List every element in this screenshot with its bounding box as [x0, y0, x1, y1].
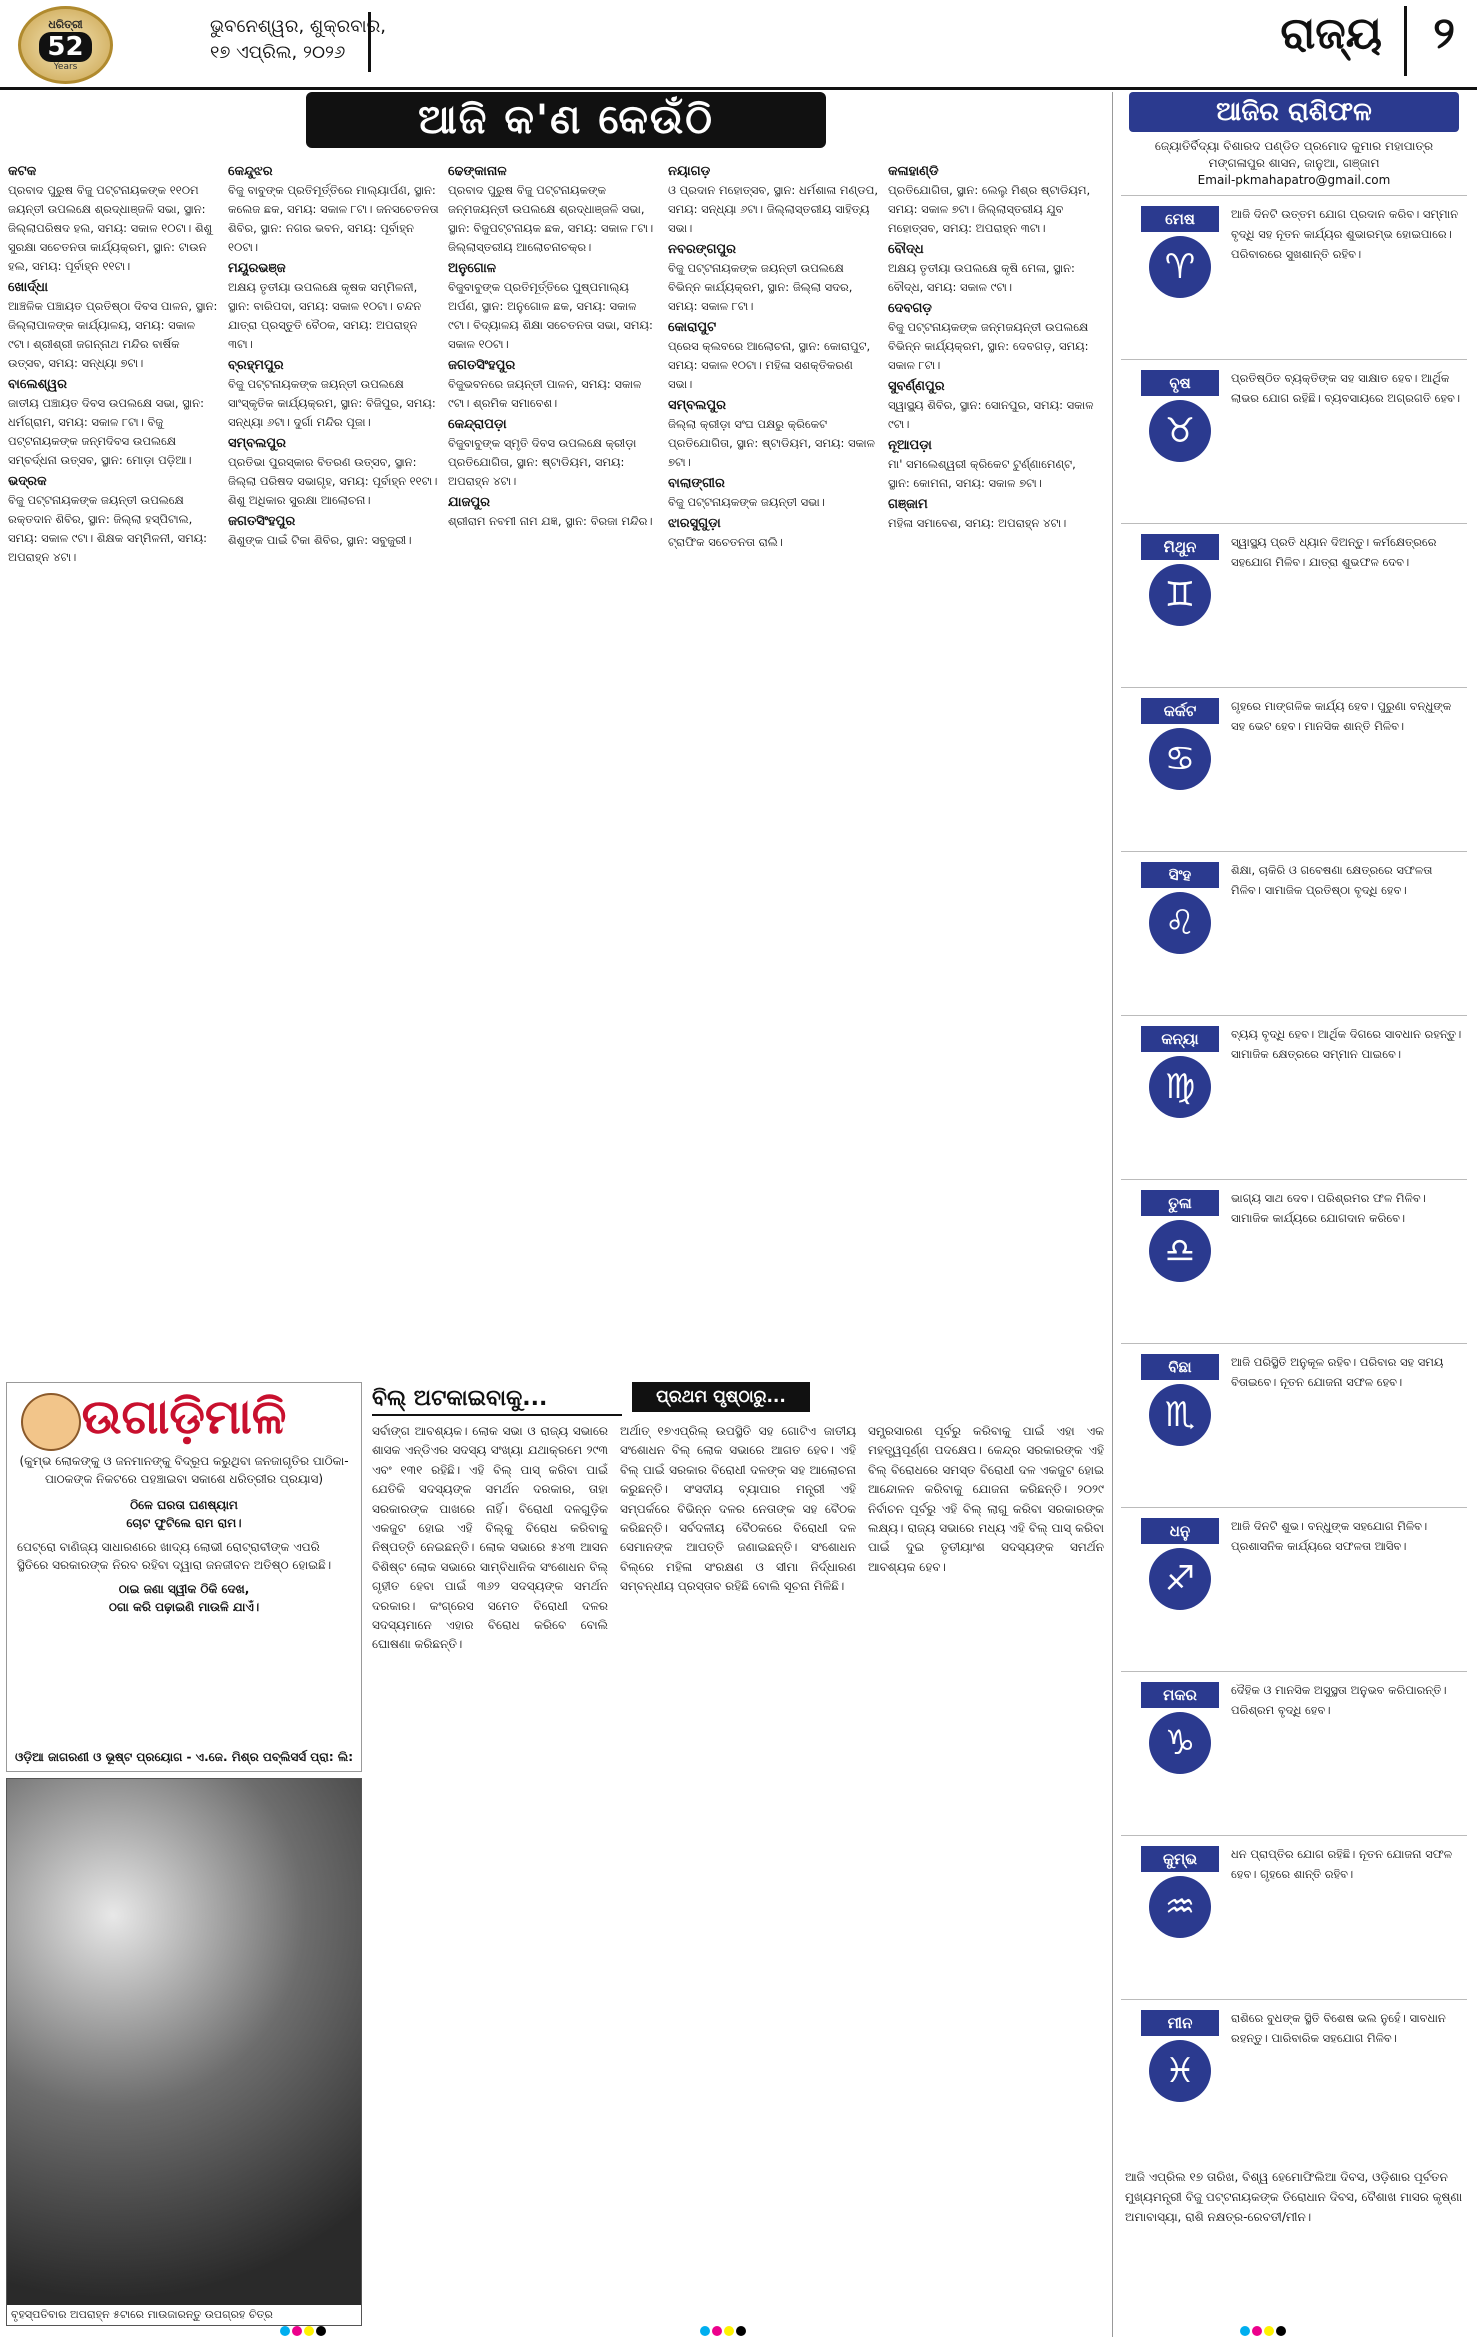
horoscope-sign [1121, 851, 1467, 1009]
agenda-district-name: କଳାହାଣ୍ଡି [888, 164, 939, 179]
agenda-event-text: ଜିଲ୍ଲା କ୍ରୀଡ଼ା ସଂଘ ପକ୍ଷରୁ କ୍ରିକେଟ ପ୍ରତିଯୋଗିତା, ସ୍ଥାନ: ଷ୍ଟାଡିୟମ, ସମୟ: ସକାଳ ୭ଟା। [668, 417, 875, 469]
sign-prediction-text: ଭାଗ୍ୟ ସାଥ ଦେବ। ପରିଶ୍ରମର ଫଳ ମିଳିବ। ସାମାଜିକ କାର୍ଯ୍ୟରେ ଯୋଗଦାନ କରିବେ। [1231, 1191, 1426, 1225]
agenda-column [448, 160, 660, 1370]
agenda-district-name: କେନ୍ଦ୍ରାପଡ଼ା [448, 417, 507, 432]
sign-name-label: ମୀନ [1141, 2010, 1219, 2036]
sign-prediction-text: ଦୈହିକ ଓ ମାନସିକ ଅସୁସ୍ଥତା ଅନୁଭବ କରିପାରନ୍ତି। ପରିଶ୍ରମ ବୃଦ୍ଧି ହେବ। [1231, 1683, 1447, 1717]
satellite-caption: ବୃହସ୍ପତିବାର ଅପରାହ୍ନ ୫ଟାରେ ମାଉଜାରନ୍ତୁ ଉପଗ୍ରହ ଚିତ୍ର [7, 2305, 361, 2325]
article-column: ସର୍ବାଙ୍ଗ ଆବଶ୍ୟକ। ଲୋକ ସଭା ଓ ରାଜ୍ୟ ସଭାରେ ଶାସକ ଏନ୍‌ଡିଏର ସଦସ୍ୟ ସଂଖ୍ୟା ଯଥାକ୍ରମେ ୨୯୩ ଏବଂ ୧୩୧ ରହିଛି। ଏହି ବିଲ୍ ପାସ୍ କରିବା ପାଇଁ ଯେତିକି ସଦସ୍ୟଙ୍କ ସମର୍ଥନ ଦରକାର, ତାହା ସରକାରଙ୍କ ପାଖରେ ନାହିଁ। ବିରୋଧୀ ଦଳଗୁଡ଼ିକ ଏକଜୁଟ ହୋଇ ଏହି ବିଲ୍‌କୁ ବିରୋଧ କରିବାକୁ ନିଷ୍ପତ୍ତି ନେଇଛନ୍ତି। ଲୋକ ସଭାରେ ୫୪୩ ଆସନ ବିଶିଷ୍ଟ ଲୋକ ସଭାରେ ସାମ୍ବିଧାନିକ ସଂଶୋଧନ ବିଲ୍ ଗୃହୀତ ହେବା ପାଇଁ ୩୬୨ ସଦସ୍ୟଙ୍କ ସମର୍ଥନ ଦରକାର। କଂଗ୍ରେସ ସମେତ ବିରୋଧୀ ଦଳର ସଦସ୍ୟମାନେ ଏହାର ବିରୋଧ କରିବେ ବୋଲି ଘୋଷଣା କରିଛନ୍ତି। [372, 1424, 608, 1652]
ugadimali-headline: ଚୋଟ ଫୁଟିଲେ ରାମ ରାମ। [126, 1516, 242, 1530]
horoscope-sign [1121, 195, 1467, 353]
continued-from-front-tag: ପ୍ରଥମ ପୃଷ୍ଠାରୁ... [632, 1382, 810, 1412]
sign-prediction-text: ବ୍ୟୟ ବୃଦ୍ଧି ହେବ। ଆର୍ଥିକ ଦିଗରେ ସାବଧାନ ରହନ୍ତୁ। ସାମାଜିକ କ୍ଷେତ୍ରରେ ସମ୍ମାନ ପାଇବେ। [1231, 1027, 1462, 1061]
sign-prediction-text: ଆଜି ଦିନଟି ଶୁଭ। ବନ୍ଧୁଙ୍କ ସହଯୋଗ ମିଳିବ। ପ୍ରଶାସନିକ କାର୍ଯ୍ୟରେ ସଫଳତା ଆସିବ। [1231, 1519, 1428, 1553]
agenda-district-name: କେନ୍ଦୁଝର [228, 164, 273, 179]
sign-name-label: ବୃଷ [1141, 370, 1219, 396]
horoscope-sign [1121, 1015, 1467, 1173]
horoscope-sign [1121, 687, 1467, 845]
page-number: ୨ [1433, 8, 1455, 59]
agenda-event-text: ମା' ସମଲେଶ୍ୱରୀ କ୍ରିକେଟ ଟୁର୍ଣ୍ଣାମେଣ୍ଟ, ସ୍ଥାନ: କୋମନା, ସମୟ: ସକାଳ ୭ଟା। [888, 457, 1076, 490]
ugadimali-headline: ଠାଇ ଜଣା ସ୍ୱୀକ ଠିକି ଦେଖ, [118, 1582, 250, 1596]
sign-name-label: କର୍କଟ [1141, 698, 1219, 724]
zodiac-sign-icon: ♌ [1149, 892, 1211, 954]
agenda-district-name: ସୁବର୍ଣ୍ଣପୁର [888, 379, 945, 394]
zodiac-sign-icon: ♋ [1149, 728, 1211, 790]
agenda-event-text: ମହିଳା ସମାବେଶ, ସମୟ: ଅପରାହ୍ନ ୪ଟା। [888, 516, 1067, 530]
dateline-place-day: ଭୁବନେଶ୍ୱର, ଶୁକ୍ରବାର, [210, 16, 387, 37]
ugadimali-body: ପେଟ୍ରୋ ବାଣିଜ୍ୟ ସାଧାରଣରେ ଖାଦ୍ୟ ଲୋଭୀ ରୋଟ୍ରାବୀଙ୍କ ଏପରି ସ୍ଥିତିରେ ସରକାରଙ୍କ ନିରବ ରହିବା ଦ୍ୱାରା ଜନଜୀବନ ଅତିଷ୍ଠ ହୋଇଛି। [17, 1540, 332, 1572]
agenda-event-text: ବିଜୁଭବନରେ ଜୟନ୍ତୀ ପାଳନ, ସମୟ: ସକାଳ ୯ଟା। ଶ୍ରମିକ ସମାବେଶ। [448, 377, 642, 410]
agenda-district-name: ଅନୁଗୋଳ [448, 261, 497, 276]
agenda-event-text: ପ୍ରବାଦ ପୁରୁଷ ବିଜୁ ପଟ୍ଟନାୟକଙ୍କ ୧୧୦ମ ଜୟନ୍ତୀ ଉପଲକ୍ଷେ ଶ୍ରଦ୍ଧାଞ୍ଜଳି ସଭା, ସ୍ଥାନ: ଜିଲ୍ଲାପରିଷଦ ହଲ, ସମୟ: ସକାଳ ୧୦ଟା। ଶିଶୁ ସୁରକ୍ଷା ସଚେତନତା କାର୍ଯ୍ୟକ୍ରମ, ସ୍ଥାନ: ଟାଉନ ହଲ, ସମୟ: ପୂର୍ବାହ୍ନ ୧୧ଟା। [8, 183, 213, 273]
panjika-text: ଆଜି ଏପ୍ରିଲ ୧୭ ତାରିଖ, ବିଶ୍ୱ ହେମୋଫିଲିଆ ଦିବସ, ଓଡ଼ିଶାର ପୂର୍ବତନ ମୁଖ୍ୟମନ୍ତ୍ରୀ ବିଜୁ ପଟ୍ଟନାୟକଙ୍କ ତିରୋଧାନ ଦିବସ, ବୈଶାଖ ମାସର କୃଷ୍ଣା ଅମାବାସ୍ୟା, ରାଶି ନକ୍ଷତ୍ର-ରେବତୀ/ମୀନ। [1125, 2170, 1463, 2224]
agenda-event-text: ଜାତୀୟ ପଞ୍ଚାୟତ ଦିବସ ଉପଲକ୍ଷେ ସଭା, ସ୍ଥାନ: ଧର୍ମଗ୍ରାମ, ସମୟ: ସକାଳ ୮ଟା। ବିଜୁ ପଟ୍ଟନାୟକଙ୍କ ଜନ୍ମଦିବସ ଉପଲକ୍ଷେ ସମ୍ବର୍ଦ୍ଧନା ଉତ୍ସବ, ସ୍ଥାନ: ମୋଡ଼ା ପଡ଼ିଆ। [8, 396, 204, 467]
agenda-event-text: ପ୍ରତିଭା ପୁରସ୍କାର ବିତରଣ ଉତ୍ସବ, ସ୍ଥାନ: ଜିଲ୍ଲା ପରିଷଦ ସଭାଗୃହ, ସମୟ: ପୂର୍ବାହ୍ନ ୧୧ଟା। ଶିଶୁ ଅଧିକାର ସୁରକ୍ଷା ଆଲୋଚନା। [228, 455, 438, 507]
agenda-event-text: ବିଜୁ ପଟ୍ଟନାୟକଙ୍କ ଜୟନ୍ତୀ ସଭା। [668, 495, 825, 509]
agenda-event-text: ବିଜୁ ପଟ୍ଟନାୟକଙ୍କ ଜୟନ୍ତୀ ଉପଲକ୍ଷେ ସାଂସ୍କୃତିକ କାର୍ଯ୍ୟକ୍ରମ, ସ୍ଥାନ: ବିଜିପୁର, ସମୟ: ସନ୍ଧ୍ୟା ୬ଟା। ଦୁର୍ଗା ମନ୍ଦିର ପୂଜା। [228, 377, 436, 429]
agenda-district-name: ଝାରସୁଗୁଡ଼ା [668, 516, 721, 531]
registration-marks [700, 2326, 760, 2338]
sign-prediction-text: ଆଜି ଦିନଟି ଉତ୍ତମ ଯୋଗ ପ୍ରଦାନ କରିବ। ସମ୍ମାନ ବୃଦ୍ଧି ସହ ନୂତନ କାର୍ଯ୍ୟର ଶୁଭାରମ୍ଭ ହୋଇପାରେ। ପରିବାରରେ ସୁଖଶାନ୍ତି ରହିବ। [1231, 207, 1459, 261]
agenda-event-text: ପ୍ରତିଯୋଗିତା, ସ୍ଥାନ: ଲେଲୁ ମିଶ୍ର ଷ୍ଟାଡିୟମ, ସମୟ: ସକାଳ ୭ଟା। ଜିଲ୍ଲାସ୍ତରୀୟ ଯୁବ ମହୋତ୍ସବ, ସମୟ: ଅପରାହ୍ନ ୩ଟା। [888, 183, 1091, 235]
zodiac-sign-icon: ♎ [1149, 1220, 1211, 1282]
agenda-event-text: ବିଜୁବାବୁଙ୍କ ସ୍ମୃତି ଦିବସ ଉପଲକ୍ଷେ କ୍ରୀଡ଼ା ପ୍ରତିଯୋଗିତା, ସ୍ଥାନ: ଷ୍ଟାଡିୟମ, ସମୟ: ଅପରାହ୍ନ ୪ଟା। [448, 436, 637, 488]
horoscope-sign [1121, 1507, 1467, 1665]
agenda-district-name: ଢେଙ୍କାନାଳ [448, 164, 507, 179]
horoscope-signs-list [1121, 195, 1467, 2157]
sign-name-label: ମିଥୁନ [1141, 534, 1219, 560]
zodiac-sign-icon: ♊ [1149, 564, 1211, 626]
agenda-district-name: ସମ୍ବଲପୁର [228, 436, 286, 451]
agenda-district-name: କଟକ [8, 164, 37, 179]
dateline-date: ୧୭ ଏପ୍ରିଲ, ୨୦୨୬ [210, 42, 346, 63]
agenda-district-name: ମୟୂରଭଞ୍ଜ [228, 261, 286, 276]
sign-prediction-text: ଗୃହରେ ମାଙ୍ଗଳିକ କାର୍ଯ୍ୟ ହେବ। ପୁରୁଣା ବନ୍ଧୁଙ୍କ ସହ ଭେଟ ହେବ। ମାନସିକ ଶାନ୍ତି ମିଳିବ। [1231, 699, 1452, 733]
agenda-event-text: ଅକ୍ଷୟ ତୃତୀୟା ଉପଲକ୍ଷେ କୃଷକ ସମ୍ମିଳନୀ, ସ୍ଥାନ: ବାରିପଦା, ସମୟ: ସକାଳ ୧୦ଟା। ଚନ୍ଦନ ଯାତ୍ରା ପ୍ରସ୍ତୁତି ବୈଠକ, ସମୟ: ଅପରାହ୍ନ ୩ଟା। [228, 280, 422, 351]
newspaper-logo[interactable] [18, 6, 113, 84]
horoscope-sign [1121, 1179, 1467, 1337]
agenda-event-text: ପ୍ରେସ କ୍ଲବରେ ଆଲୋଚନା, ସ୍ଥାନ: କୋରାପୁଟ, ସମୟ: ସକାଳ ୧୦ଟା। ମହିଳା ସଶକ୍ତିକରଣ ସଭା। [668, 339, 871, 391]
zodiac-sign-icon: ♓ [1149, 2040, 1211, 2102]
logo-years-label: Years [53, 62, 78, 72]
agenda-district-name: ଖୋର୍ଦ୍ଧା [8, 280, 48, 295]
agenda-column [888, 160, 1100, 1370]
agenda-event-text: ବିଜୁବାବୁଙ୍କ ପ୍ରତିମୂର୍ତ୍ତିରେ ପୁଷ୍ପମାଲ୍ୟ ଅର୍ପଣ, ସ୍ଥାନ: ଅନୁଗୋଳ ଛକ, ସମୟ: ସକାଳ ୯ଟା। ବିଦ୍ୟାଳୟ ଶିକ୍ଷା ସଚେତନତା ସଭା, ସମୟ: ସକାଳ ୧୦ଟା। [448, 280, 653, 351]
zodiac-sign-icon: ♈ [1149, 236, 1211, 298]
agenda-column [228, 160, 440, 1370]
horoscope-author [1121, 138, 1467, 189]
article-body [372, 1422, 1104, 2327]
agenda-district-name: ନବରଙ୍ଗପୁର [668, 242, 737, 257]
agenda-district-name: ନୟାଗଡ଼ [668, 164, 711, 179]
logo-years-number: 52 [39, 32, 91, 62]
agenda-district-name: ନୂଆପଡ଼ା [888, 438, 932, 453]
agenda-event-text: ସ୍ୱାସ୍ଥ୍ୟ ଶିବିର, ସ୍ଥାନ: ସୋନପୁର, ସମୟ: ସକାଳ ୯ଟା। [888, 398, 1094, 431]
zodiac-sign-icon: ♉ [1149, 400, 1211, 462]
ugadimali-credit: ଓଡ଼ିଆ ଜାଗରଣୀ ଓ ଭୂଷ୍ଟ ପ୍ରୟୋଗ - ଏ.ଜେ. ମିଶ୍ର ପବ୍ଲିସର୍ସ ପ୍ରା: ଲି: [15, 1750, 354, 1764]
page-number-divider [1404, 6, 1407, 76]
ugadimali-content [7, 1446, 361, 1622]
sign-name-label: ମକର [1141, 1682, 1219, 1708]
cartoon-face-icon [21, 1393, 81, 1451]
print-registration-bar [0, 2326, 1477, 2339]
ugadimali-intro: (କୁମ୍ଭ ଲୋକଙ୍କୁ ଓ ଜନମାନଙ୍କୁ ବିଦ୍ରୂପ କରୁଥିବା ଜନଜାଗୃତିର ପାଠିକା-ପାଠକଙ୍କ ନିକଟରେ ପହଞ୍ଚାଇବା ସକାଶେ ଧରିତ୍ରୀର ପ୍ରୟାସ) [19, 1454, 349, 1486]
agenda-event-text: ଆଞ୍ଚଳିକ ପଞ୍ଚାୟତ ପ୍ରତିଷ୍ଠା ଦିବସ ପାଳନ, ସ୍ଥାନ: ଜିଲ୍ଲାପାଳଙ୍କ କାର୍ଯ୍ୟାଳୟ, ସମୟ: ସକାଳ ୯ଟା। ଶ୍ରୀଶ୍ରୀ ଜଗନ୍ନାଥ ମନ୍ଦିର ବାର୍ଷିକ ଉତ୍ସବ, ସମୟ: ସନ୍ଧ୍ୟା ୭ଟା। [8, 299, 218, 370]
sign-name-label: କୁମ୍ଭ [1141, 1846, 1219, 1872]
horoscope-sign [1121, 1671, 1467, 1829]
zodiac-sign-icon: ♒ [1149, 1876, 1211, 1938]
agenda-district-name: ଯାଜପୁର [448, 495, 491, 510]
sign-prediction-text: ସ୍ୱାସ୍ଥ୍ୟ ପ୍ରତି ଧ୍ୟାନ ଦିଅନ୍ତୁ। କର୍ମକ୍ଷେତ୍ରରେ ସହଯୋଗ ମିଳିବ। ଯାତ୍ରା ଶୁଭଫଳ ଦେବ। [1231, 535, 1437, 569]
agenda-event-text: ବିଜୁ ପଟ୍ଟନାୟକଙ୍କ ଜୟନ୍ତୀ ଉପଲକ୍ଷେ ରକ୍ତଦାନ ଶିବିର, ସ୍ଥାନ: ଜିଲ୍ଲା ହସ୍ପିଟାଲ, ସମୟ: ସକାଳ ୯ଟା। ଶିକ୍ଷକ ସମ୍ମିଳନୀ, ସମୟ: ଅପରାହ୍ନ ୪ଟା। [8, 493, 208, 564]
agenda-district-name: ସମ୍ବଲପୁର [668, 398, 726, 413]
horoscope-sign [1121, 523, 1467, 681]
horoscope-sign [1121, 1835, 1467, 1993]
agenda-district-name: ଗଞ୍ଜାମ [888, 497, 928, 512]
zodiac-sign-icon: ♑ [1149, 1712, 1211, 1774]
sign-prediction-text: ଆଜି ପରିସ୍ଥିତି ଅନୁକୂଳ ରହିବ। ପରିବାର ସହ ସମୟ ବିତାଇବେ। ନୂତନ ଯୋଜନା ସଫଳ ହେବ। [1231, 1355, 1444, 1389]
zodiac-sign-icon: ♍ [1149, 1056, 1211, 1118]
agenda-district-name: ବାଲେଶ୍ୱର [8, 377, 67, 392]
agenda-event-text: ବିଜୁ ପଟ୍ଟନାୟକଙ୍କ ଜୟନ୍ତୀ ଉପଲକ୍ଷେ ବିଭିନ୍ନ କାର୍ଯ୍ୟକ୍ରମ, ସ୍ଥାନ: ଜିଲ୍ଲା ସଦର, ସମୟ: ସକାଳ ୮ଟା। [668, 261, 853, 313]
sign-prediction-text: ରାଶିରେ ବୁଧଙ୍କ ସ୍ଥିତି ବିଶେଷ ଭଲ ନୁହେଁ। ସାବଧାନ ରହନ୍ତୁ। ପାରିବାରିକ ସହଯୋଗ ମିଳିବ। [1231, 2011, 1446, 2045]
agenda-district-name: କୋରାପୁଟ [668, 320, 717, 335]
author-email[interactable]: Email-pkmahapatro@gmail.com [1197, 173, 1391, 187]
sign-name-label: କନ୍ୟା [1141, 1026, 1219, 1052]
agenda-district-name: ଭଦ୍ରକ [8, 474, 47, 489]
sign-name-label: ମେଷ [1141, 206, 1219, 232]
logo-name: ଧରିତ୍ରୀ [48, 18, 83, 31]
agenda-banner: ଆଜି କ'ଣ କେଉଁଠି [306, 92, 826, 148]
sign-prediction-text: ଶିକ୍ଷା, ଚାକିରି ଓ ଗବେଷଣା କ୍ଷେତ୍ରରେ ସଫଳତା ମିଳିବ। ସାମାଜିକ ପ୍ରତିଷ୍ଠା ବୃଦ୍ଧି ହେବ। [1231, 863, 1433, 897]
agenda-event-text: ବିଜୁ ବାବୁଙ୍କ ପ୍ରତିମୂର୍ତ୍ତିରେ ମାଲ୍ୟାର୍ପଣ, ସ୍ଥାନ: କଲେଜ ଛକ, ସମୟ: ସକାଳ ୮ଟା। ଜନସଚେତନତା ଶିବିର, ସ୍ଥାନ: ନଗର ଭବନ, ସମୟ: ପୂର୍ବାହ୍ନ ୧୦ଟା। [228, 183, 439, 254]
article-column: ସମ୍ପ୍ରସାରଣ ପୂର୍ବରୁ କରିବାକୁ ପାଇଁ ଏହା ଏକ ମହତ୍ତ୍ୱପୂର୍ଣ୍ଣ ପଦକ୍ଷେପ। କେନ୍ଦ୍ର ସରକାରଙ୍କ ଏହି ବିଲ୍ ବିରୋଧରେ ସମସ୍ତ ବିରୋଧୀ ଦଳ ଏକଜୁଟ ହୋଇ ଆନ୍ଦୋଳନ କରିବାକୁ ଯୋଜନା କରିଛନ୍ତି। ୨୦୨୯ ନିର୍ବାଚନ ପୂର୍ବରୁ ଏହି ବିଲ୍ ଲାଗୁ କରିବା ସରକାରଙ୍କ ଲକ୍ଷ୍ୟ। ରାଜ୍ୟ ସଭାରେ ମଧ୍ୟ ଏହି ବିଲ୍ ପାସ୍ କରିବା ପାଇଁ ଦୁଇ ତୃତୀୟାଂଶ ସଦସ୍ୟଙ୍କ ସମର୍ଥନ ଆବଶ୍ୟକ ହେବ। [868, 1424, 1104, 1574]
agenda-event-text: ଶ୍ରୀରାମ ନବମୀ ନାମ ଯଜ୍ଞ, ସ୍ଥାନ: ବିରଜା ମନ୍ଦିର। [448, 514, 653, 528]
agenda-event-text: ଶିଶୁଙ୍କ ପାଇଁ ଟିକା ଶିବିର, ସ୍ଥାନ: ସବୁଜୁରୀ। [228, 533, 412, 547]
sign-name-label: ଧନୁ [1141, 1518, 1219, 1544]
ugadimali-headline: ଠିଳେ ଘରତା ଘଣଷ୍ୟାମ [130, 1498, 238, 1512]
dateline [210, 14, 386, 66]
sign-prediction-text: ଧନ ପ୍ରାପ୍ତିର ଯୋଗ ରହିଛି। ନୂତନ ଯୋଜନା ସଫଳ ହେବ। ଗୃହରେ ଶାନ୍ତି ରହିବ। [1231, 1847, 1453, 1881]
ugadimali-box [6, 1382, 362, 1772]
horoscope-section [1112, 92, 1467, 2337]
agenda-event-text: ଓ ପ୍ରଦାନ ମହୋତ୍ସବ, ସ୍ଥାନ: ଧର୍ମଶାଳା ମଣ୍ଡପ, ସମୟ: ସନ୍ଧ୍ୟା ୬ଟା। ଜିଲ୍ଲାସ୍ତରୀୟ ସାହିତ୍ୟ ସଭା। [668, 183, 879, 235]
satellite-image [6, 1778, 362, 2326]
zodiac-sign-icon: ♐ [1149, 1548, 1211, 1610]
agenda-district-name: ଦେବଗଡ଼ [888, 301, 932, 316]
sign-name-label: ତୁଳା [1141, 1190, 1219, 1216]
agenda-section [8, 160, 1103, 1375]
zodiac-sign-icon: ♏ [1149, 1384, 1211, 1446]
horoscope-sign [1121, 1999, 1467, 2157]
agenda-district-name: ବାଲାଙ୍ଗୀର [668, 476, 725, 491]
masthead [0, 0, 1477, 90]
agenda-event-text: ଟ୍ରାଫିକ ସଚେତନତା ରାଲି। [668, 535, 783, 549]
registration-marks [280, 2326, 340, 2338]
agenda-district-name: ଜଗତସିଂହପୁର [448, 358, 516, 373]
horoscope-sign [1121, 359, 1467, 517]
sign-name-label: ସିଂହ [1141, 862, 1219, 888]
horoscope-title: ଆଜିର ରାଶିଫଳ [1129, 92, 1459, 132]
section-title: ରାଜ୍ୟ [1280, 8, 1382, 59]
agenda-district-name: ଜଗତସିଂହପୁର [228, 514, 296, 529]
agenda-event-text: ପ୍ରବାଦ ପୁରୁଷ ବିଜୁ ପଟ୍ଟନାୟକଙ୍କ ଜନ୍ମଜୟନ୍ତୀ ଉପଲକ୍ଷେ ଶ୍ରଦ୍ଧାଞ୍ଜଳି ସଭା, ସ୍ଥାନ: ବିଜୁପଟ୍ଟନାୟକ ଛକ, ସମୟ: ସକାଳ ୮ଟା। ଜିଲ୍ଲାସ୍ତରୀୟ ଆଲୋଚନାଚକ୍ର। [448, 183, 654, 254]
agenda-district-name: ବୌଦ୍ଧ [888, 242, 924, 257]
article-headline[interactable]: ବିଲ୍ ଅଟକାଇବାକୁ... [372, 1382, 622, 1416]
sign-name-label: ବିଛା [1141, 1354, 1219, 1380]
agenda-column [8, 160, 220, 1370]
agenda-event-text: ବିଜୁ ପଟ୍ଟନାୟକଙ୍କ ଜନ୍ମଜୟନ୍ତୀ ଉପଲକ୍ଷେ ବିଭିନ୍ନ କାର୍ଯ୍ୟକ୍ରମ, ସ୍ଥାନ: ଦେବଗଡ଼, ସମୟ: ସକାଳ ୮ଟା। [888, 320, 1089, 372]
author-address: ମଙ୍ଗଳାପୁର ଶାସନ, ଜାନୁଆ, ଗଞ୍ଜାମ [1208, 156, 1380, 170]
ugadimali-headline: ଠଗା କରି ପଢ଼ାଇଣି ମାଉଳି ଯାଏଁ। [108, 1600, 260, 1614]
sign-prediction-text: ପ୍ରତିଷ୍ଠିତ ବ୍ୟକ୍ତିଙ୍କ ସହ ସାକ୍ଷାତ ହେବ। ଆର୍ଥିକ ଲାଭର ଯୋଗ ରହିଛି। ବ୍ୟବସାୟରେ ଅଗ୍ରଗତି ହେବ। [1231, 371, 1461, 405]
author-name: ଜ୍ୟୋତିର୍ବିଦ୍ୟା ବିଶାରଦ ପଣ୍ଡିତ ପ୍ରମୋଦ କୁମାର ମହାପାତ୍ର [1154, 139, 1434, 153]
article-column: ଅର୍ଥାତ୍ ୧୭ଏପ୍ରିଲ୍ ଉପସ୍ଥିତି ସହ ଗୋଟିଏ ଜାତୀୟ ସଂଶୋଧନ ବିଲ୍ ଲୋକ ସଭାରେ ଆଗତ ହେବ। ଏହି ବିଲ୍ ପାଇଁ ସରକାର ବିରୋଧୀ ଦଳଙ୍କ ସହ ଆଲୋଚନା କରୁଛନ୍ତି। ସଂସଦୀୟ ବ୍ୟାପାର ମନ୍ତ୍ରୀ ଏହି ସମ୍ପର୍କରେ ବିଭିନ୍ନ ଦଳର ନେତାଙ୍କ ସହ ବୈଠକ କରିଛନ୍ତି। ସର୍ବଦଳୀୟ ବୈଠକରେ ବିରୋଧୀ ଦଳ ସେମାନଙ୍କ ଆପତ୍ତି ଜଣାଇଛନ୍ତି। ସଂଶୋଧନ ବିଲ୍‌ରେ ମହିଳା ସଂରକ୍ଷଣ ଓ ସୀମା ନିର୍ଦ୍ଧାରଣ ସମ୍ବନ୍ଧୀୟ ପ୍ରସ୍ତାବ ରହିଛି ବୋଲି ସୂଚନା ମିଳିଛି। [620, 1424, 856, 1594]
ugadimali-title: ଉଗାଡ଼ିମାଳି [81, 1389, 287, 1445]
agenda-district-name: ବ୍ରହ୍ମପୁର [228, 358, 284, 373]
registration-marks [1240, 2326, 1300, 2338]
agenda-column [668, 160, 880, 1370]
horoscope-sign [1121, 1343, 1467, 1501]
agenda-event-text: ଅକ୍ଷୟ ତୃତୀୟା ଉପଲକ୍ଷେ କୃଷି ମେଳା, ସ୍ଥାନ: ବୌଦ୍ଧ, ସମୟ: ସକାଳ ୯ଟା। [888, 261, 1075, 294]
